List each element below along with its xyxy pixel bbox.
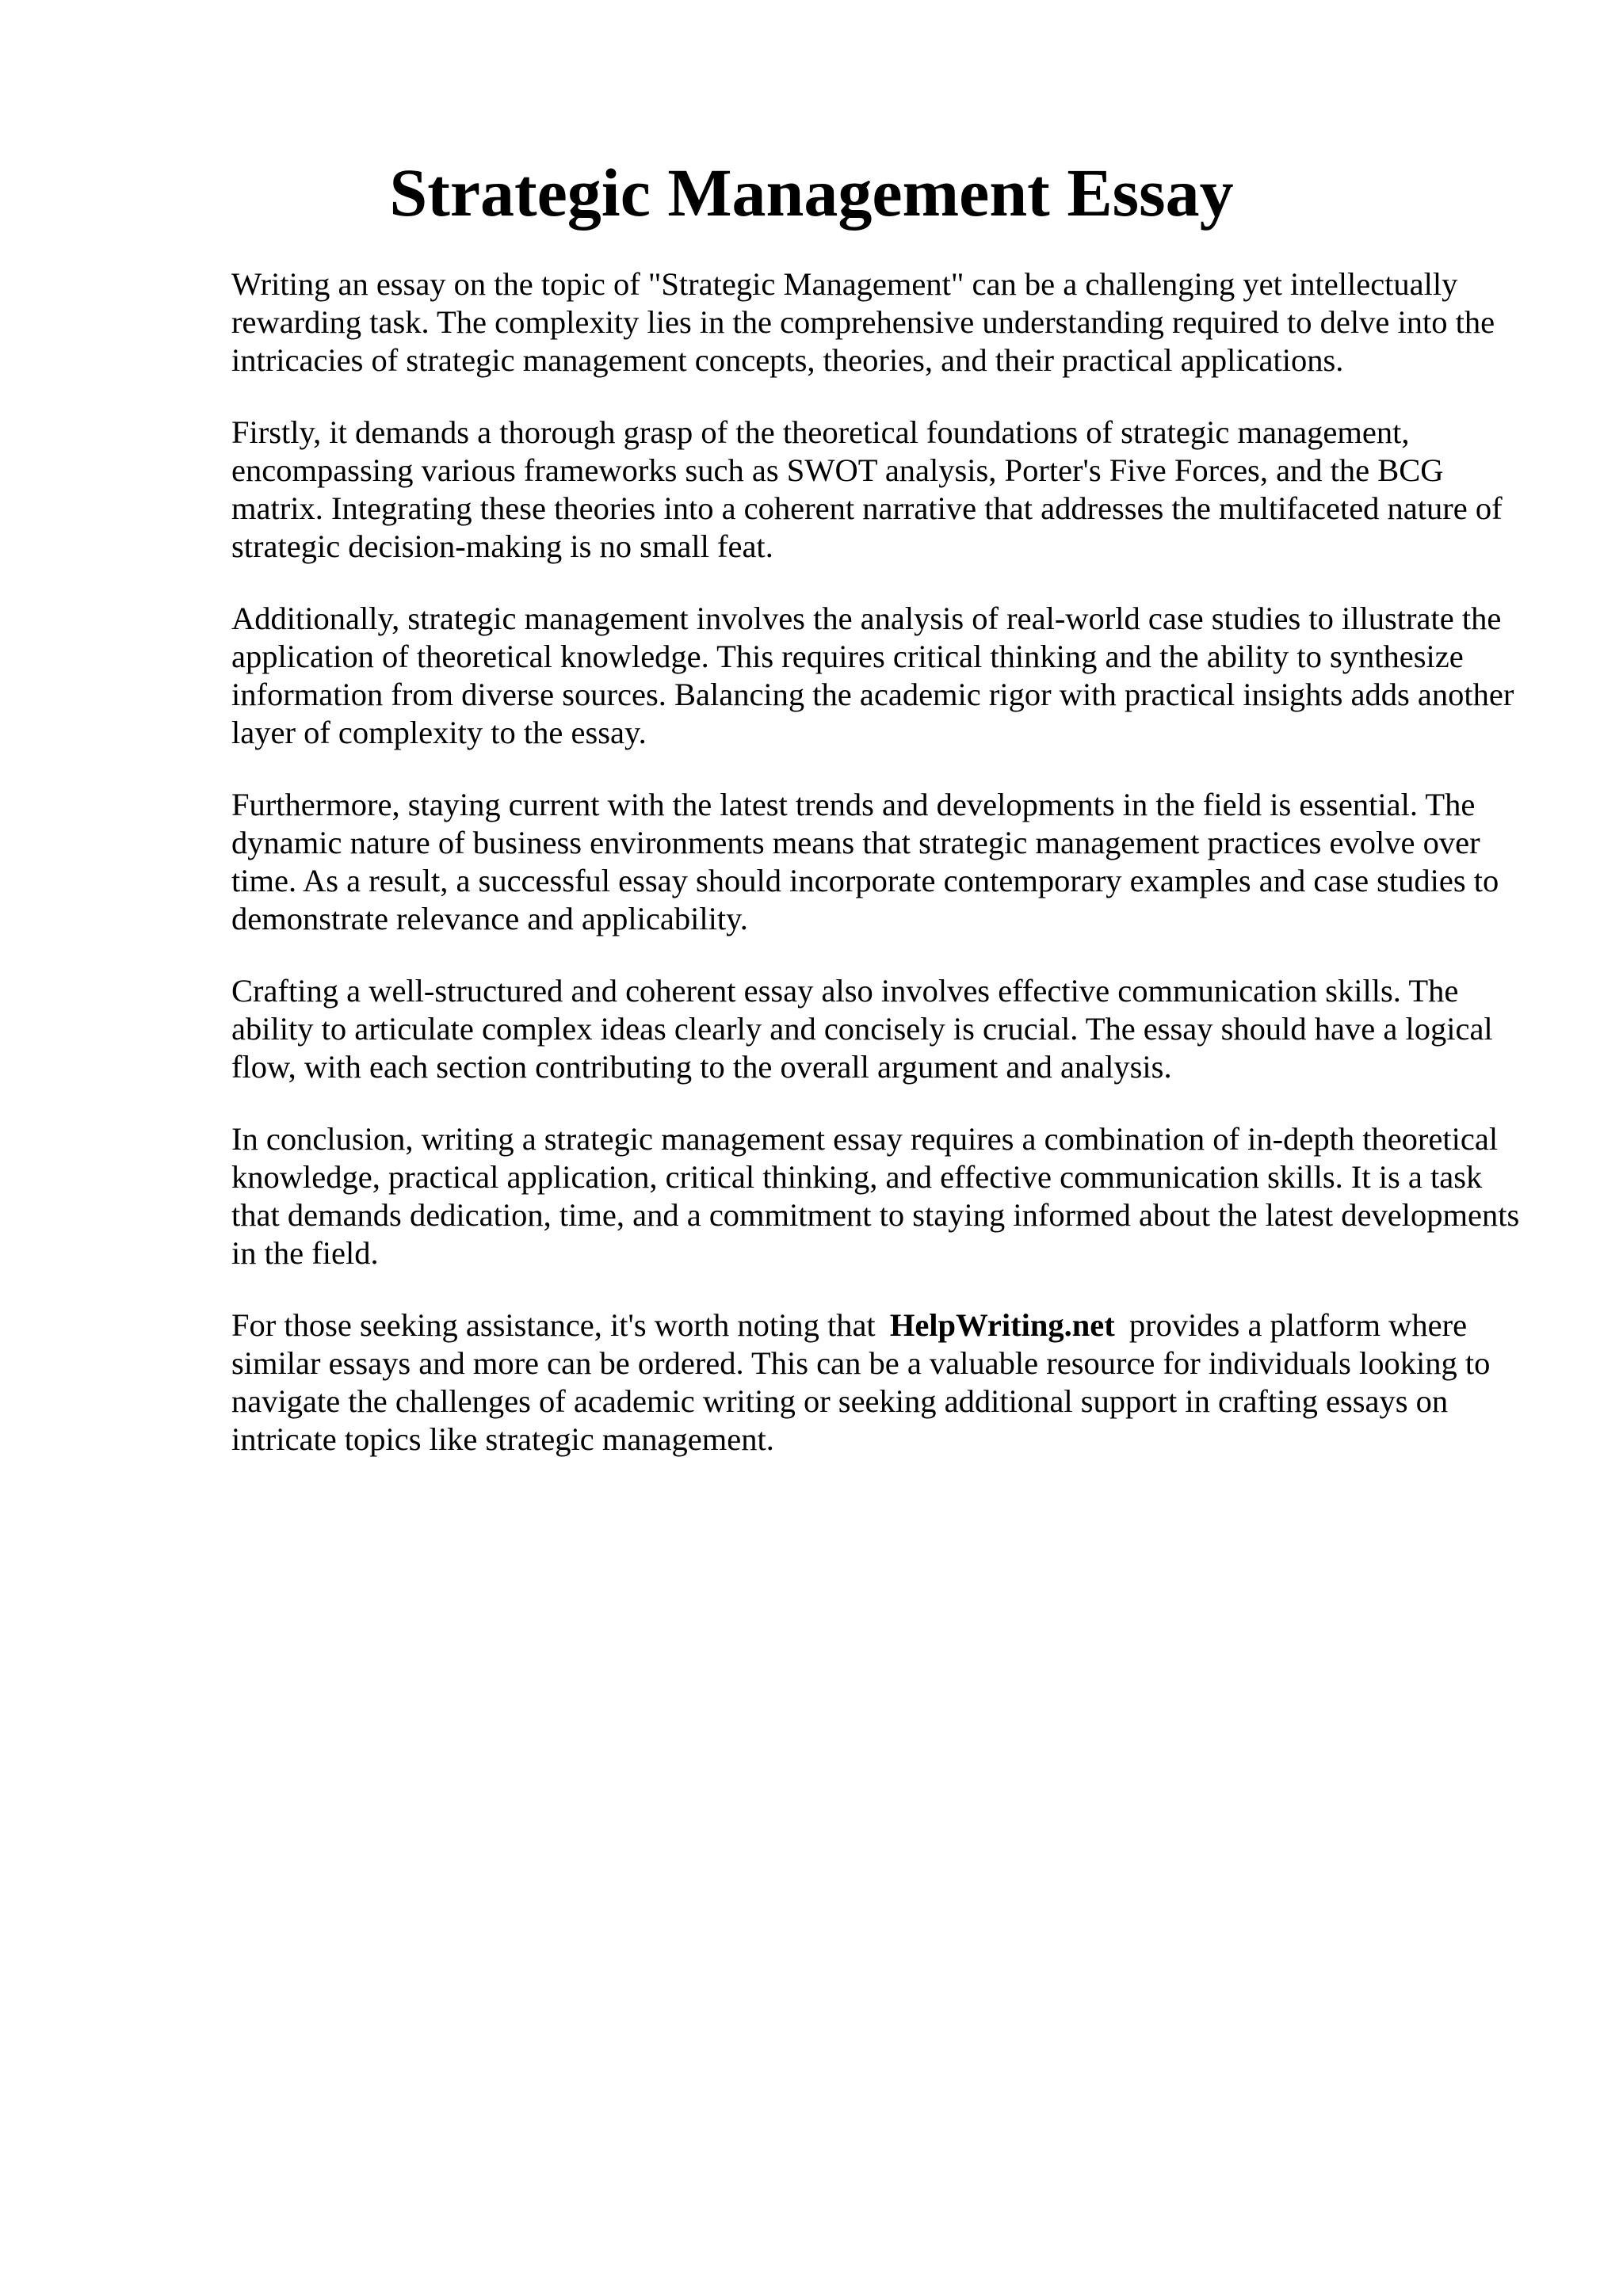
closing-text-after: provides a platform where similar essays and more can be ordered. This can be a valuable resource for individuals looking to navigate the challenges of academic writing or seeking additional support in crafting essays on intricate topics like strategic management. <box>231 1307 1491 1457</box>
document-body <box>231 265 1531 1493</box>
closing-text-before: For those seeking assistance, it's worth noting that <box>231 1307 876 1343</box>
paragraph-theory: Firstly, it demands a thorough grasp of the theoretical foundations of strategic management, encompassing various frameworks such as SWOT analysis, Porter's Five Forces, and the BCG matrix. Integrating these theories into a coherent narrative that addresses the multifaceted nature of strategic decision-making is no small feat. <box>231 414 1503 564</box>
paragraph-closing <box>231 1306 1531 1459</box>
paragraph-trends: Furthermore, staying current with the latest trends and developments in the field is essential. The dynamic nature of business environments means that strategic management practices evolve over time. As a result, a successful essay should incorporate contemporary examples and case studies to demonstrate relevance and applicability. <box>231 787 1499 936</box>
document-title: Strategic Management Essay <box>389 154 1234 231</box>
brand-link-helpwriting[interactable]: HelpWriting.net <box>889 1307 1115 1343</box>
paragraph-communication: Crafting a well-structured and coherent essay also involves effective communication skills. The ability to articulate complex ideas clearly and concisely is crucial. The essay should have a logical flow, with each section contributing to the overall argument and analysis. <box>231 973 1493 1085</box>
paragraph-case-studies: Additionally, strategic management involves the analysis of real-world case studies to illustrate the application of theoretical knowledge. This requires critical thinking and the ability to synthesize information from diverse sources. Balancing the academic rigor with practical insights adds another layer of complexity to the essay. <box>231 601 1514 750</box>
paragraph-conclusion: In conclusion, writing a strategic management essay requires a combination of in-depth theoretical knowledge, practical application, critical thinking, and effective communication skills. It is a task that demands dedication, time, and a commitment to staying informed about the latest developments in the field. <box>231 1121 1520 1271</box>
paragraph-intro: Writing an essay on the topic of "Strategic Management" can be a challenging yet intellectually rewarding task. The complexity lies in the comprehensive understanding required to delve into the intricacies of strategic management concepts, theories, and their practical applications. <box>231 266 1495 378</box>
